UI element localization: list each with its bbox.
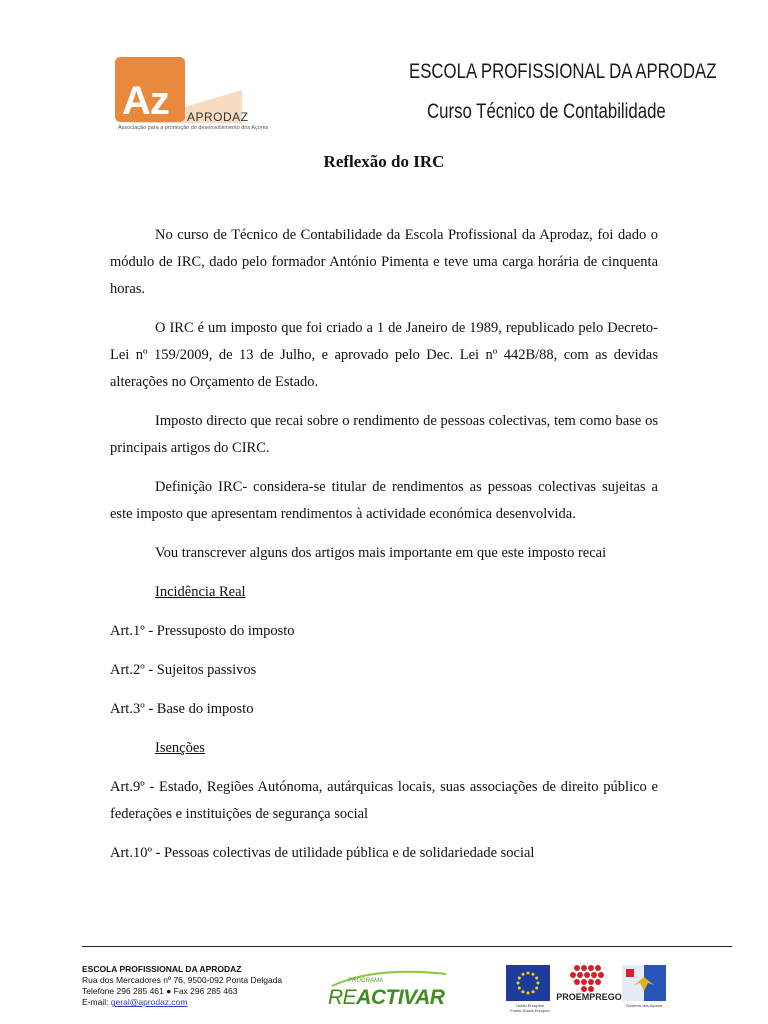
- paragraph-direct-tax: Imposto directo que recai sobre o rendimento de pessoas colectivas, tem como base os principais artigos do CIRC.: [110, 413, 658, 456]
- footer-divider: [82, 946, 732, 947]
- proemprego-dots-icon: [563, 963, 617, 993]
- footer-street: Rua dos Mercadores nº 76, 9500-092 Ponta Delgada: [82, 975, 283, 985]
- paragraph-intro: No curso de Técnico de Contabilidade da Escola Profissional da Aprodaz, foi dado o módulo de IRC, dado pelo formador António Pimenta e teve uma carga horária de cinquenta horas.: [110, 227, 658, 297]
- footer-phone: Telefone 296 285 461 ● Fax 296 285 463: [82, 986, 238, 996]
- article-item: Art.3º - Base do imposto: [110, 701, 254, 717]
- eu-caption-line-1: União Europeia: [516, 1003, 544, 1008]
- footer-email-link[interactable]: geral@aprodaz.com: [110, 997, 188, 1007]
- acores-caption: Governo dos Açores: [625, 1003, 663, 1008]
- heading-incidencia-real: Incidência Real: [155, 584, 246, 600]
- article-item: Art.10º - Pessoas colectivas de utilidade pública e de solidariedade social: [110, 845, 535, 861]
- footer-address-block: [82, 964, 282, 1008]
- paragraph-definition: Definição IRC- considera-se titular de rendimentos as pessoas colectivas sujeitas a este imposto que apresentam rendimentos à actividade económica desenvolvida.: [110, 479, 658, 522]
- footer-org-name: ESCOLA PROFISSIONAL DA APRODAZ: [82, 964, 242, 974]
- eu-caption: [500, 1003, 560, 1013]
- course-title: Curso Técnico de Contabilidade: [427, 100, 666, 123]
- article-item: Art.2º - Sujeitos passivos: [110, 662, 257, 678]
- reactivar-re: RE: [328, 986, 357, 1009]
- proemprego-label: PROEMPREGO: [556, 992, 622, 1002]
- paragraph-transcribe: Vou transcrever alguns dos artigos mais importante em que este imposto recai: [155, 545, 607, 561]
- logo-name: APRODAZ: [187, 110, 249, 124]
- acores-flag-icon: [622, 965, 666, 1001]
- eu-stars-icon: [506, 965, 550, 1001]
- document-body: [110, 222, 658, 879]
- reactivar-main: ACTIVAR: [356, 986, 445, 1009]
- reactivar-wordmark: [328, 986, 444, 1010]
- aprodaz-logo: [110, 55, 275, 135]
- reactivar-small-label: PROGRAMA: [348, 978, 384, 984]
- document-title: Reflexão do IRC: [323, 152, 445, 171]
- paragraph-history: O IRC é um imposto que foi criado a 1 de Janeiro de 1989, republicado pelo Decreto-Lei nº 159/2009, de 13 de Julho, e aprovado pelo Dec. Lei nº 442B/88, com as devidas alterações no Orçamento de Estado.: [110, 320, 658, 390]
- eu-flag-icon: [506, 965, 550, 1001]
- heading-isencoes: Isenções: [155, 740, 205, 756]
- reactivar-logo: [326, 966, 456, 1016]
- footer-email-line: [82, 997, 282, 1008]
- footer-email-label: E-mail:: [82, 997, 111, 1007]
- eu-caption-line-2: Fundo Social Europeu: [510, 1008, 550, 1013]
- logo-mark: Az: [122, 79, 169, 123]
- school-title: ESCOLA PROFISSIONAL DA APRODAZ: [409, 60, 717, 83]
- article-item: Art.1º - Pressuposto do imposto: [110, 623, 295, 639]
- article-item: Art.9º - Estado, Regiões Autónoma, autárquicas locais, suas associações de direito público e federações e instituições de segurança social: [110, 779, 658, 822]
- logo-tagline: Associação para a promoção do desenvolvimento dos Açores: [118, 125, 269, 131]
- acores-hawk-icon: [622, 965, 666, 1001]
